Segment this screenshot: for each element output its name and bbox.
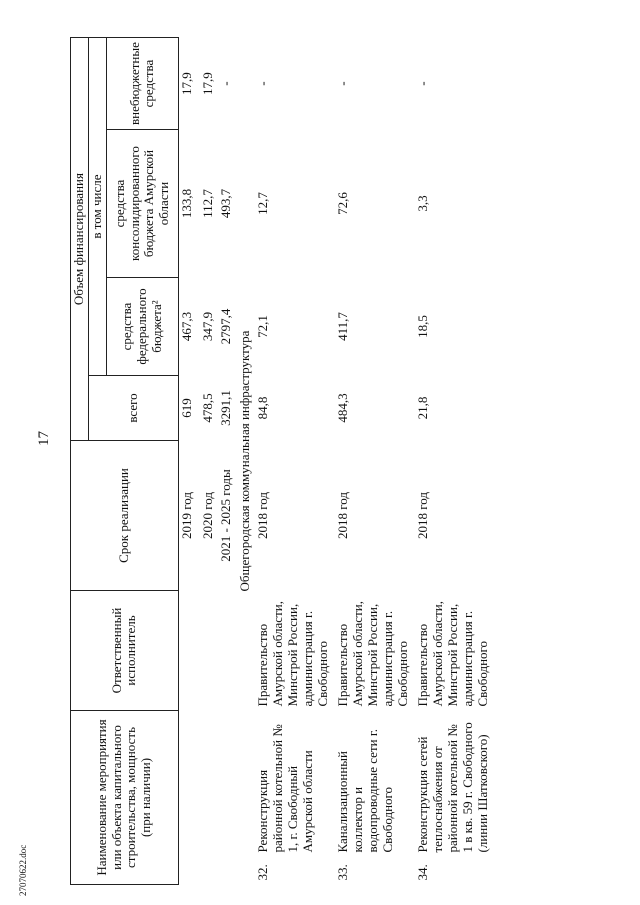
item-number: 32. bbox=[255, 864, 271, 881]
item-executor: Правительство Амурской области, Минстрой России, администрация г. Свободного bbox=[255, 601, 331, 707]
period-cell: 2021 - 2025 годы bbox=[218, 469, 234, 562]
item-period: 2018 год bbox=[335, 492, 351, 539]
federal-cell: 2797,4 bbox=[218, 308, 234, 345]
item-name: Канализационный коллектор и водопроводные сети г. Свободного bbox=[335, 729, 396, 853]
federal-cell: 347,9 bbox=[200, 311, 216, 342]
item-extra: - bbox=[255, 81, 271, 86]
total-cell: 619 bbox=[178, 398, 194, 418]
header-total: всего bbox=[89, 376, 179, 441]
header-funding: Объем финансирования bbox=[71, 38, 89, 441]
extra-cell: 17,9 bbox=[178, 72, 194, 95]
table-header bbox=[71, 38, 179, 885]
document-footer: 27070622.doc bbox=[18, 844, 28, 896]
consolidated-cell: 493,7 bbox=[218, 188, 234, 219]
header-consolidated: средства консолидированного бюджета Амурской области bbox=[106, 130, 178, 278]
item-consolidated: 3,3 bbox=[415, 195, 431, 212]
item-executor: Правительство Амурской области, Минстрой России, администрация г. Свободного bbox=[335, 601, 411, 707]
consolidated-cell: 112,7 bbox=[200, 189, 216, 218]
item-total: 84,8 bbox=[255, 396, 271, 420]
item-period: 2018 год bbox=[415, 492, 431, 539]
section-title: Общегородская коммунальная инфраструктура bbox=[237, 330, 253, 592]
extra-cell: 17,9 bbox=[200, 72, 216, 95]
header-extra: внебюджетные средства bbox=[106, 38, 178, 130]
total-cell: 478,5 bbox=[200, 393, 216, 423]
item-federal: 18,5 bbox=[415, 315, 431, 338]
item-consolidated: 12,7 bbox=[255, 192, 271, 215]
extra-cell: - bbox=[218, 81, 234, 86]
item-name: Реконструкция сетей теплоснабжения от районной котельной № 1 в кв. 59 г. Свободного (линии Шатковского) bbox=[415, 722, 491, 853]
page-number: 17 bbox=[36, 431, 52, 446]
header-period: Срок реализации bbox=[71, 441, 179, 591]
table-body bbox=[178, 38, 495, 885]
item-total: 21,8 bbox=[415, 396, 431, 420]
item-number: 34. bbox=[415, 864, 431, 881]
item-extra: - bbox=[335, 81, 351, 86]
item-consolidated: 72,6 bbox=[335, 192, 351, 215]
item-total: 484,3 bbox=[335, 393, 351, 423]
item-extra: - bbox=[415, 81, 431, 86]
federal-cell: 467,3 bbox=[178, 311, 194, 342]
header-executor: Ответственный исполнитель bbox=[71, 591, 179, 711]
header-federal: средства федерального бюджета² bbox=[106, 278, 178, 376]
period-cell: 2019 год bbox=[178, 492, 194, 539]
total-cell: 3291,1 bbox=[218, 390, 234, 426]
item-name: Реконструкция районной котельной № 1, г. Свободный Амурской области bbox=[255, 724, 316, 853]
header-name: Наименование мероприятия или объекта капитального строительства, мощность (при наличии) bbox=[71, 711, 179, 885]
funding-table bbox=[70, 37, 495, 885]
item-federal: 411,7 bbox=[335, 312, 351, 341]
item-federal: 72,1 bbox=[255, 315, 271, 338]
consolidated-cell: 133,8 bbox=[178, 188, 194, 219]
item-period: 2018 год bbox=[255, 492, 271, 539]
period-cell: 2020 год bbox=[200, 492, 216, 539]
item-number: 33. bbox=[335, 864, 351, 881]
item-executor: Правительство Амурской области, Минстрой России, администрация г. Свободного bbox=[415, 601, 491, 707]
header-including: в том числе bbox=[89, 38, 107, 376]
